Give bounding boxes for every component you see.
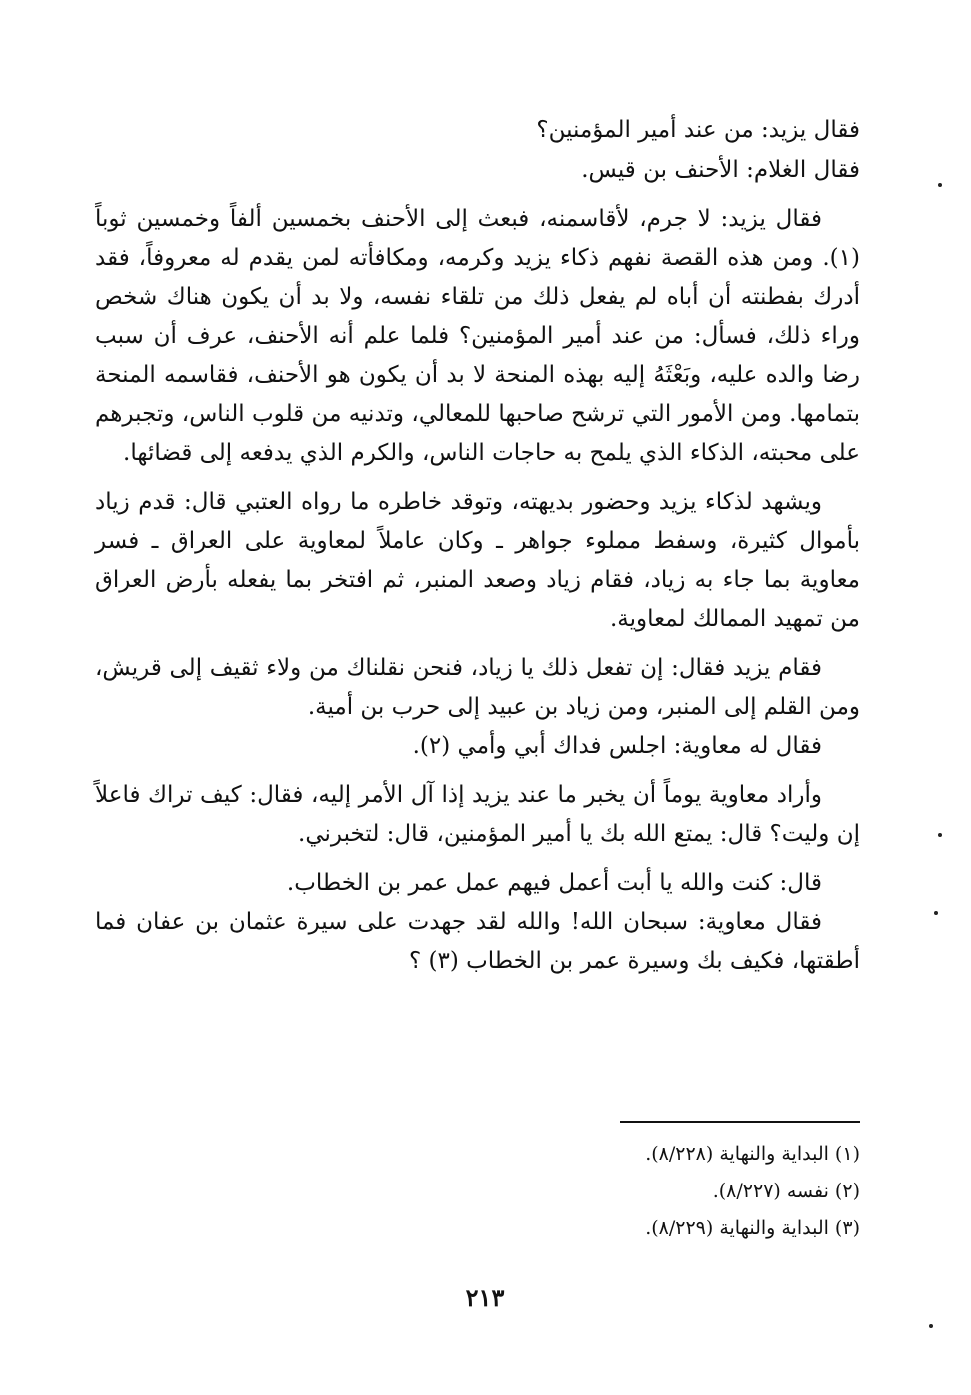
scan-speck xyxy=(929,1324,933,1328)
scan-speck xyxy=(938,183,942,187)
paragraph-1: فقال يزيد: لا جرم، لأقاسمنه، فبعث إلى الأحنف بخمسين ألفاً وخمسين ثوباً (١). ومن هذه القصة نفهم ذكاء يزيد وكرمه، ومكافأته لمن يقدم له معروفاً، فقد أدرك بفطنته أن أباه لم يفعل ذلك من تلقاء نفسه، ولا بد أن يكون هناك شخص وراء ذلك، فسأل: من عند أمير المؤمنين؟ فلما علم أنه الأحنف، عرف أن سبب رضا والده عليه، وبَعْثَهُ إليه بهذه المنحة لا بد أن يكون هو الأحنف، فقاسمه المنحة بتمامها. ومن الأمور التي ترشح صاحبها للمعالي، وتدنيه من قلوب الناس، وتجبرهم على محبته، الذكاء الذي يلمح به حاجات الناس، والكرم الذي يدفعه إلى قضائها. xyxy=(95,206,860,466)
footnote-divider xyxy=(620,1121,860,1123)
paragraph-2: ويشهد لذكاء يزيد وحضور بديهته، وتوقد خاطره ما رواه العتبي قال: قدم زياد بأموال كثيرة، وسفط مملوء جواهر ـ وكان عاملاً لمعاوية على العراق ـ فسر معاوية بما جاء به زياد، فقام زياد وصعد المنبر، ثم افتخر بما يفعله بأرض العراق من تمهيد الممالك لمعاوية. xyxy=(95,489,860,632)
page-number: ٢١٣ xyxy=(465,1283,505,1312)
text-line-2: فقال الغلام: الأحنف بن قيس. xyxy=(581,157,860,183)
paragraph-3: فقام يزيد فقال: إن تفعل ذلك يا زياد، فنحن نقلناك من ولاء ثقيف إلى قريش، ومن القلم إلى المنبر، ومن زياد بن عبيد إلى حرب بن أمية. xyxy=(95,655,860,720)
scan-speck xyxy=(934,911,938,915)
scan-speck xyxy=(938,833,942,837)
paragraph-6: قال: كنت والله يا أبت أعمل فيهم عمل عمر بن الخطاب. xyxy=(286,870,822,896)
footnotes xyxy=(400,1136,860,1247)
page-body xyxy=(95,110,860,981)
footnote-3: (٣) البداية والنهاية (٨/٢٢٩). xyxy=(645,1217,860,1239)
text-line-1: فقال يزيد: من عند أمير المؤمنين؟ xyxy=(536,117,860,143)
paragraph-4: فقال له معاوية: اجلس فداك أبي وأمي (٢). xyxy=(412,733,822,759)
paragraph-5: وأراد معاوية يوماً أن يخبر ما عند يزيد إذا آل الأمر إليه، فقال: كيف تراك فاعلاً إن وليت؟ قال: يمتع الله بك يا أمير المؤمنين، قال: لتخبرني. xyxy=(95,782,860,847)
paragraph-7: فقال معاوية: سبحان الله! والله لقد جهدت على سيرة عثمان بن عفان فما أطقتها، فكيف بك وسيرة عمر بن الخطاب (٣) ؟ xyxy=(95,909,860,974)
footnote-1: (١) البداية والنهاية (٨/٢٢٨). xyxy=(645,1143,860,1165)
footnote-2: (٢) نفسه (٨/٢٢٧). xyxy=(712,1180,860,1202)
